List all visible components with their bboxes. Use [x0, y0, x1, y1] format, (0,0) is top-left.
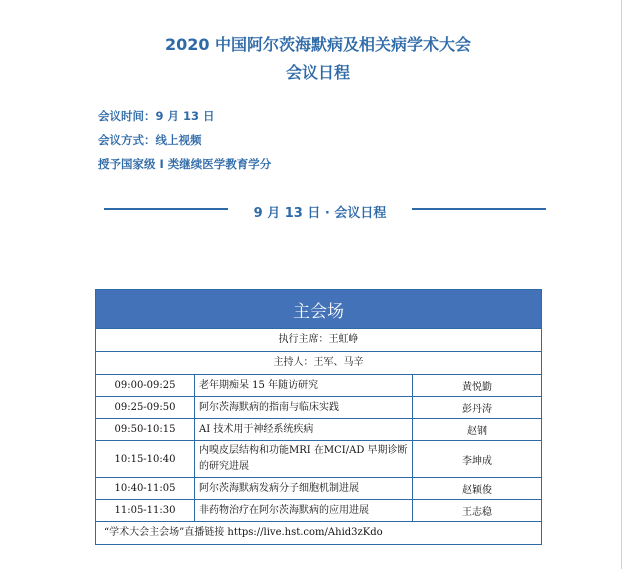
- topic-cell: [195, 441, 413, 477]
- topic-text: 老年期痴呆 15 年随访研究: [199, 379, 319, 391]
- table-row: [96, 419, 541, 441]
- page-edge: [621, 0, 622, 569]
- day-heading: 9 月 13 日 · 会议日程: [253, 206, 387, 221]
- topic-text: 阿尔茨海默病的指南与临床实践: [199, 401, 339, 413]
- topic-text: 内嗅皮层结构和功能MRI 在MCI/AD 早期诊断的研究进展: [199, 445, 408, 472]
- session-title: 主会场: [96, 290, 541, 329]
- topic-cell: [195, 397, 413, 418]
- topic-cell: [195, 500, 413, 521]
- speaker-cell: 王志稳: [462, 507, 492, 518]
- topic-text: 非药物治疗在阿尔茨海默病的应用进展: [199, 504, 369, 516]
- speaker-cell: 彭丹涛: [462, 404, 492, 415]
- time-cell: 09:50-10:15: [96, 419, 195, 440]
- live-stream-link[interactable]: “学术大会主会场”直播链接 https://live.hst.com/Ahid3zKdo: [104, 527, 383, 538]
- speaker-cell: 赵钢: [467, 426, 487, 437]
- table-row: [96, 397, 541, 419]
- schedule-table: [95, 289, 542, 545]
- meeting-mode: 会议方式：线上视频: [98, 133, 202, 147]
- divider-left: [104, 208, 228, 210]
- speaker-cell: 李坤成: [462, 455, 492, 467]
- page-title: 2020 中国阿尔茨海默病及相关病学术大会: [164, 35, 472, 54]
- time-cell: 10:15-10:40: [96, 441, 195, 477]
- topic-cell: [195, 478, 413, 499]
- meeting-credit: 授予国家级 I 类继续医学教育学分: [98, 157, 272, 171]
- speaker-cell: 赵颖俊: [462, 485, 492, 496]
- topic-text: 阿尔茨海默病发病分子细胞机制进展: [199, 482, 359, 494]
- topic-text: AI 技术用于神经系统疾病: [199, 423, 314, 435]
- time-cell: 10:40-11:05: [96, 478, 195, 499]
- table-row: [96, 478, 541, 500]
- speaker-cell: 黄悦勤: [462, 382, 492, 393]
- topic-cell: [195, 375, 413, 396]
- time-cell: 11:05-11:30: [96, 500, 195, 521]
- page-subtitle: 会议日程: [285, 63, 350, 82]
- table-row: [96, 375, 541, 397]
- divider-right: [412, 208, 546, 210]
- meeting-time: 会议时间：9 月 13 日: [98, 109, 215, 123]
- time-cell: 09:25-09:50: [96, 397, 195, 418]
- topic-cell: [195, 419, 413, 440]
- time-cell: 09:00-09:25: [96, 375, 195, 396]
- session-chair: 执行主席：王虹峥: [96, 329, 541, 352]
- table-row: [96, 441, 541, 478]
- table-row: [96, 500, 541, 522]
- session-hosts: 主持人：王军、马辛: [96, 352, 541, 375]
